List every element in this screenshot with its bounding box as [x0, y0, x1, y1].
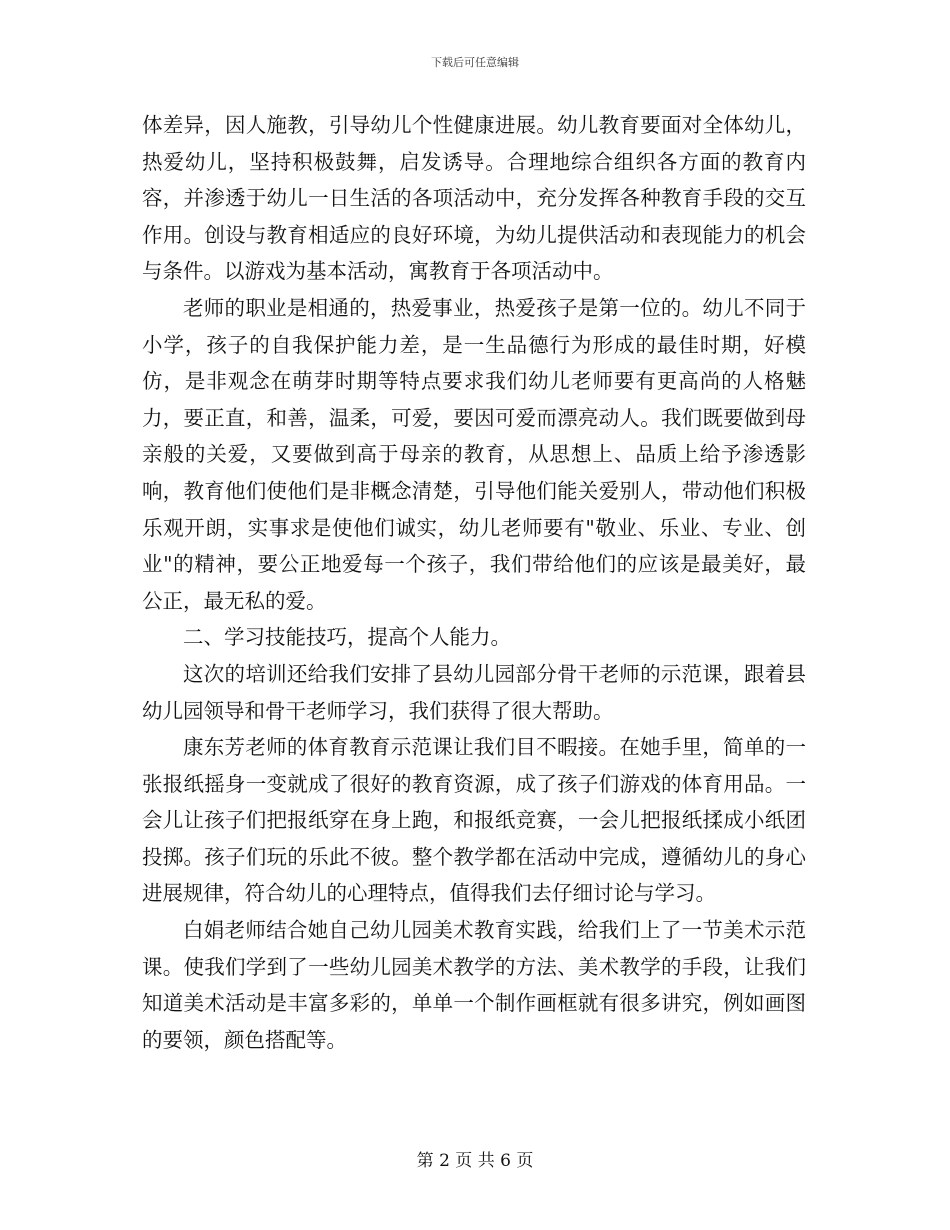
paragraph-teacher-profession: 老师的职业是相通的，热爱事业，热爱孩子是第一位的。幼儿不同于小学，孩子的自我保护能力差，是一生品德行为形成的最佳时期，好模仿，是非观念在萌芽时期等特点要求我们幼儿老师要有更高尚的人格魅力，要正直，和善，温柔，可爱，要因可爱而漂亮动人。我们既要做到母亲般的关爱，又要做到高于母亲的教育，从思想上、品质上给予渗透影响，教育他们使他们是非概念清楚，引导他们能关爱别人，带动他们积极乐观开朗，实事求是使他们诚实，幼儿老师要有"敬业、乐业、专业、创业"的精神，要公正地爱每一个孩子，我们带给他们的应该是最美好，最公正，最无私的爱。: [142, 295, 806, 613]
paragraph-art-lesson: 白娟老师结合她自己幼儿园美术教育实践，给我们上了一节美术示范课。使我们学到了一些幼儿园美术教学的方法、美术教学的手段，让我们知道美术活动是丰富多彩的，单单一个制作画框就有很多讲究，例如画图的要领，颜色搭配等。: [142, 918, 806, 1052]
page-header-note: 下载后可任意编辑: [431, 56, 519, 69]
paragraph-pe-lesson: 康东芳老师的体育教育示范课让我们目不暇接。在她手里，简单的一张报纸摇身一变就成了很好的教育资源，成了孩子们游戏的体育用品。一会儿让孩子们把报纸穿在身上跑，和报纸竞赛，一会儿把报纸揉成小纸团投掷。孩子们玩的乐此不彼。整个教学都在活动中完成，遵循幼儿的身心进展规律，符合幼儿的心理特点，值得我们去仔细讨论与学习。: [142, 735, 806, 906]
paragraph-demo-lessons: 这次的培训还给我们安排了县幼儿园部分骨干老师的示范课，跟着县幼儿园领导和骨干老师学习，我们获得了很大帮助。: [142, 661, 806, 723]
document-body: [142, 107, 806, 1058]
section-heading-skills: 二、学习技能技巧，提高个人能力。: [183, 625, 511, 650]
page-number: 第 2 页 共 6 页: [416, 1151, 534, 1171]
paragraph-continuation: 体差异，因人施教，引导幼儿个性健康进展。幼儿教育要面对全体幼儿，热爱幼儿，坚持积极鼓舞，启发诱导。合理地综合组织各方面的教育内容，并渗透于幼儿一日生活的各项活动中，充分发挥各种教育手段的交互作用。创设与教育相适应的良好环境，为幼儿提供活动和表现能力的机会与条件。以游戏为基本活动，寓教育于各项活动中。: [142, 113, 806, 284]
